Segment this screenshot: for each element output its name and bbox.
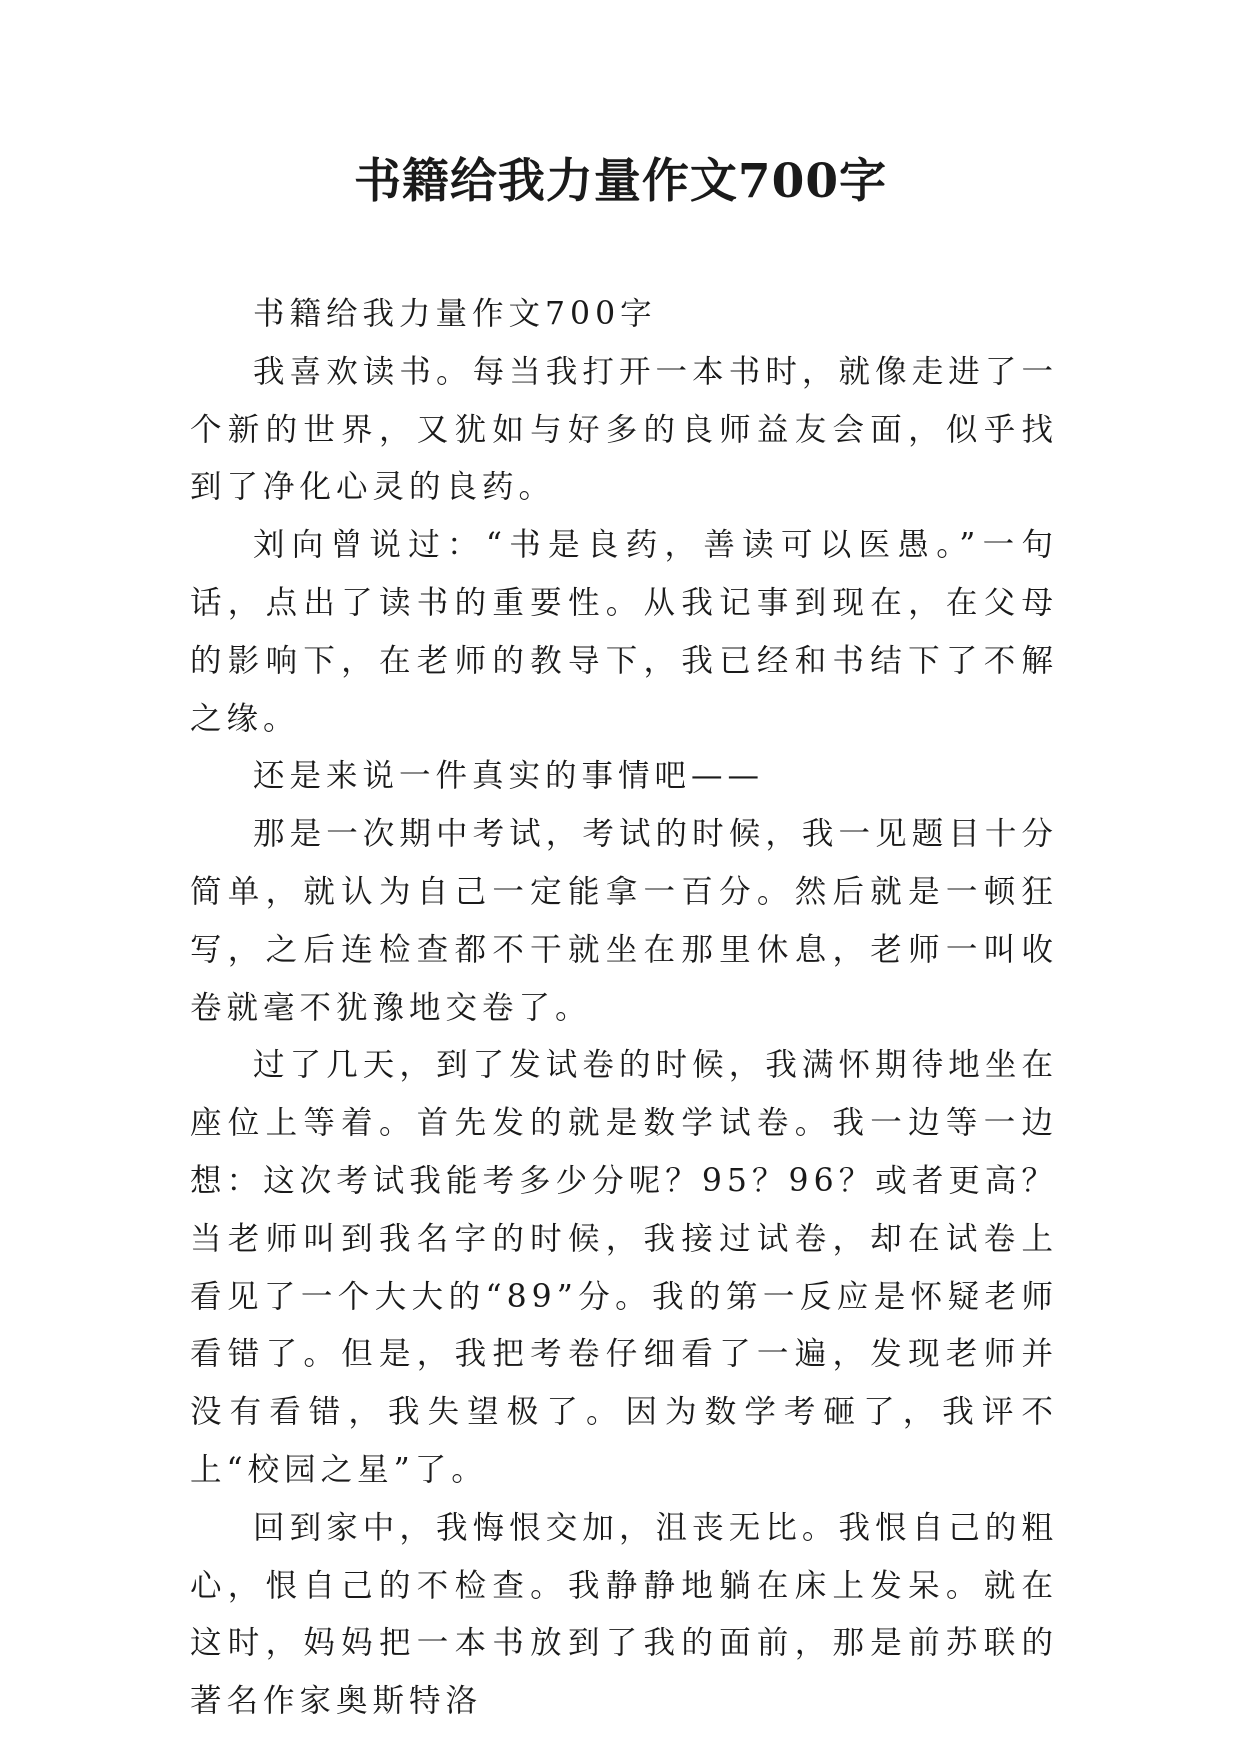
paragraph: 我喜欢读书。每当我打开一本书时，就像走进了一个新的世界，又犹如与好多的良师益友会面，似乎找到了净化心灵的良药。 <box>190 353 1058 506</box>
document-title: 书籍给我力量作文700字 <box>353 154 888 209</box>
paragraph: 刘向曾说过：“书是良药，善读可以医愚。”一句话，点出了读书的重要性。从我记事到现在，在父母的影响下，在老师的教导下，我已经和书结下了不解之缘。 <box>190 527 1058 737</box>
paragraph: 那是一次期中考试，考试的时候，我一见题目十分简单，就认为自己一定能拿一百分。然后就是一顿狂写，之后连检查都不干就坐在那里休息，老师一叫收卷就毫不犹豫地交卷了。 <box>190 816 1058 1026</box>
paragraph: 回到家中，我悔恨交加，沮丧无比。我恨自己的粗心，恨自己的不检查。我静静地躺在床上发呆。就在这时，妈妈把一本书放到了我的面前，那是前苏联的著名作家奥斯特洛 <box>190 1509 1058 1720</box>
paragraph: 过了几天，到了发试卷的时候，我满怀期待地坐在座位上等着。首先发的就是数学试卷。我一边等一边想：这次考试我能考多少分呢？95？96？或者更高？当老师叫到我名字的时候，我接过试卷，却在试卷上看见了一个大大的“89”分。我的第一反应是怀疑老师看错了。但是，我把考卷仔细看了一遍，发现老师并没有看错，我失望极了。因为数学考砸了，我评不上“校园之星”了。 <box>190 1047 1058 1488</box>
document-body <box>190 286 1058 1731</box>
paragraph: 书籍给我力量作文700字 <box>253 296 657 332</box>
paragraph: 还是来说一件真实的事情吧—— <box>253 758 765 795</box>
